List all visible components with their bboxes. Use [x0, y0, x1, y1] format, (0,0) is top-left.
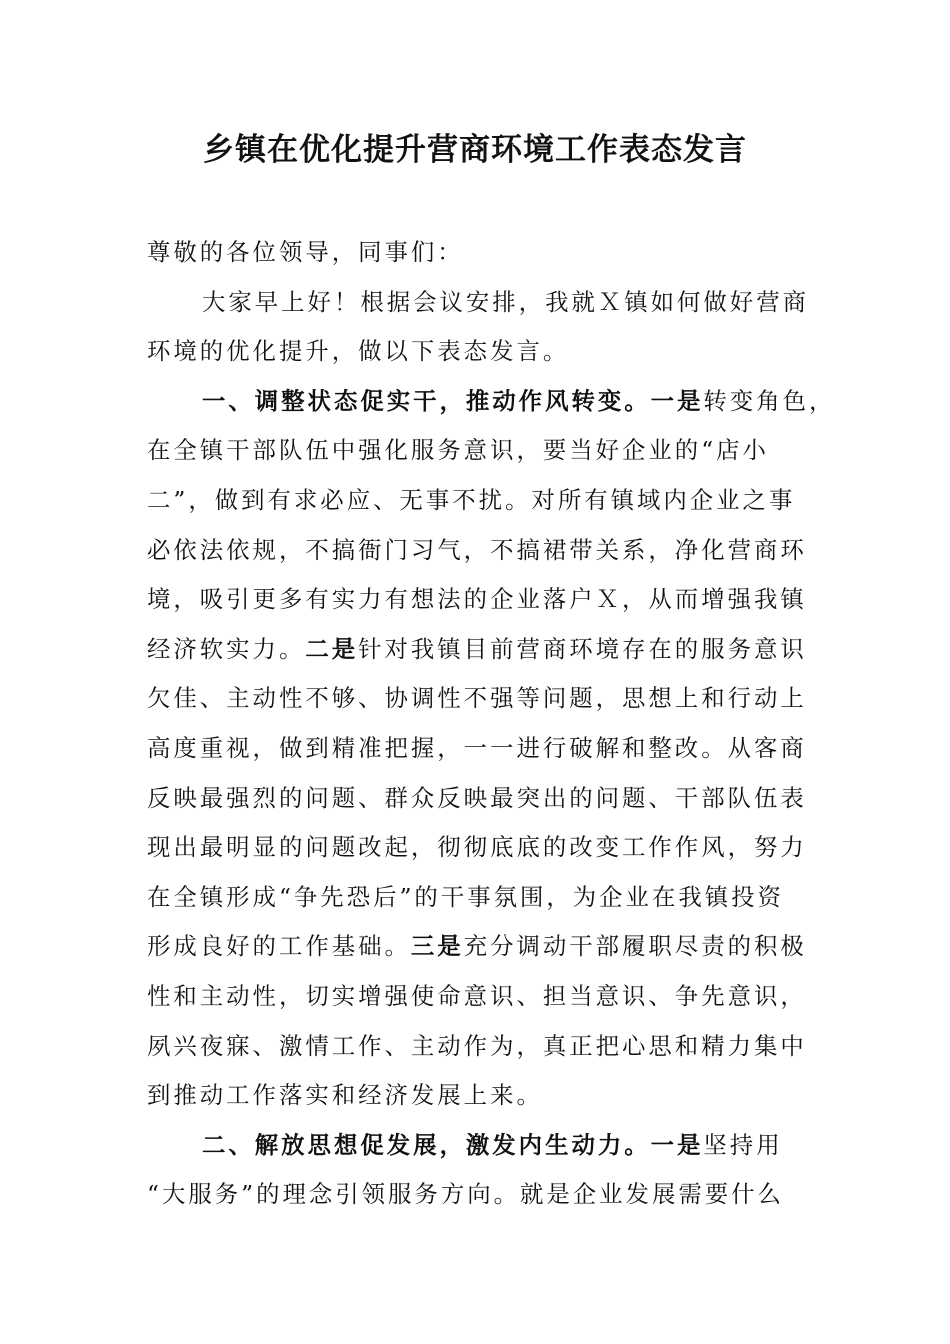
- section1-line: 欠佳、主动性不够、协调性不强等问题，思想上和行动上: [147, 684, 807, 713]
- section1-line: 二”，做到有求必应、无事不扰。对所有镇域内企业之事: [147, 485, 796, 514]
- intro-line-2: 环境的优化提升，做以下表态发言。: [147, 337, 570, 366]
- section1-line: 境，吸引更多有实力有想法的企业落户Ｘ，从而增强我镇: [147, 585, 807, 614]
- section1-line-with-lead-3: [147, 922, 807, 972]
- section1-line12-pre: 形成良好的工作基础。: [147, 932, 411, 961]
- section1-line: 在全镇形成“争先恐后”的干事氛围，为企业在我镇投资: [147, 882, 784, 911]
- section1-heading: 一、调整状态促实干，推动作风转变。: [202, 386, 651, 415]
- section2-heading: 二、解放思想促发展，激发内生动力。: [202, 1130, 651, 1159]
- section1-line: 性和主动性，切实增强使命意识、担当意识、争先意识，: [147, 981, 807, 1010]
- section1-first-line: [147, 377, 836, 427]
- section1-lead-3: 三是: [410, 932, 464, 961]
- section1-line: 在全镇干部队伍中强化服务意识，要当好企业的“店小: [147, 436, 769, 465]
- section1-line12-post: 充分调动干部履职尽责的积极: [463, 932, 807, 961]
- section1-lead-1: 一是: [650, 386, 704, 415]
- section1-line: 必依法依规，不搞衙门习气，不搞裙带关系，净化营商环: [147, 535, 807, 564]
- section1-line: 高度重视，做到精准把握，一一进行破解和整改。从客商: [147, 733, 807, 762]
- document-body: [147, 228, 836, 1220]
- section1-line: 反映最强烈的问题、群众反映最突出的问题、干部队伍表: [147, 783, 807, 812]
- section1-line: 夙兴夜寐、激情工作、主动作为，真正把心思和精力集中: [147, 1031, 807, 1060]
- section2-line: “大服务”的理念引领服务方向。就是企业发展需要什么: [147, 1180, 784, 1209]
- section1-line: 现出最明显的问题改起，彻彻底底的改变工作作风，努力: [147, 833, 807, 862]
- section2-lead-1: 一是: [650, 1130, 704, 1159]
- section1-line: 到推动工作落实和经济发展上来。: [147, 1081, 543, 1110]
- section1-line-with-lead-2: [147, 625, 807, 675]
- salutation: 尊敬的各位领导，同事们：: [147, 238, 464, 266]
- section1-lead-2: 二是: [305, 634, 359, 663]
- section2-line1-text: 坚持用: [703, 1130, 783, 1159]
- section1-line6-pre: 经济软实力。: [147, 634, 306, 663]
- section1-line1-text: 转变角色，: [703, 386, 836, 415]
- section2-first-line: [147, 1121, 807, 1171]
- document-title: 乡镇在优化提升营商环境工作表态发言: [203, 132, 747, 168]
- intro-line-1: 大家早上好！根据会议安排，我就Ｘ镇如何做好营商: [202, 287, 809, 316]
- section1-line6-post: 针对我镇目前营商环境存在的服务意识: [358, 634, 807, 663]
